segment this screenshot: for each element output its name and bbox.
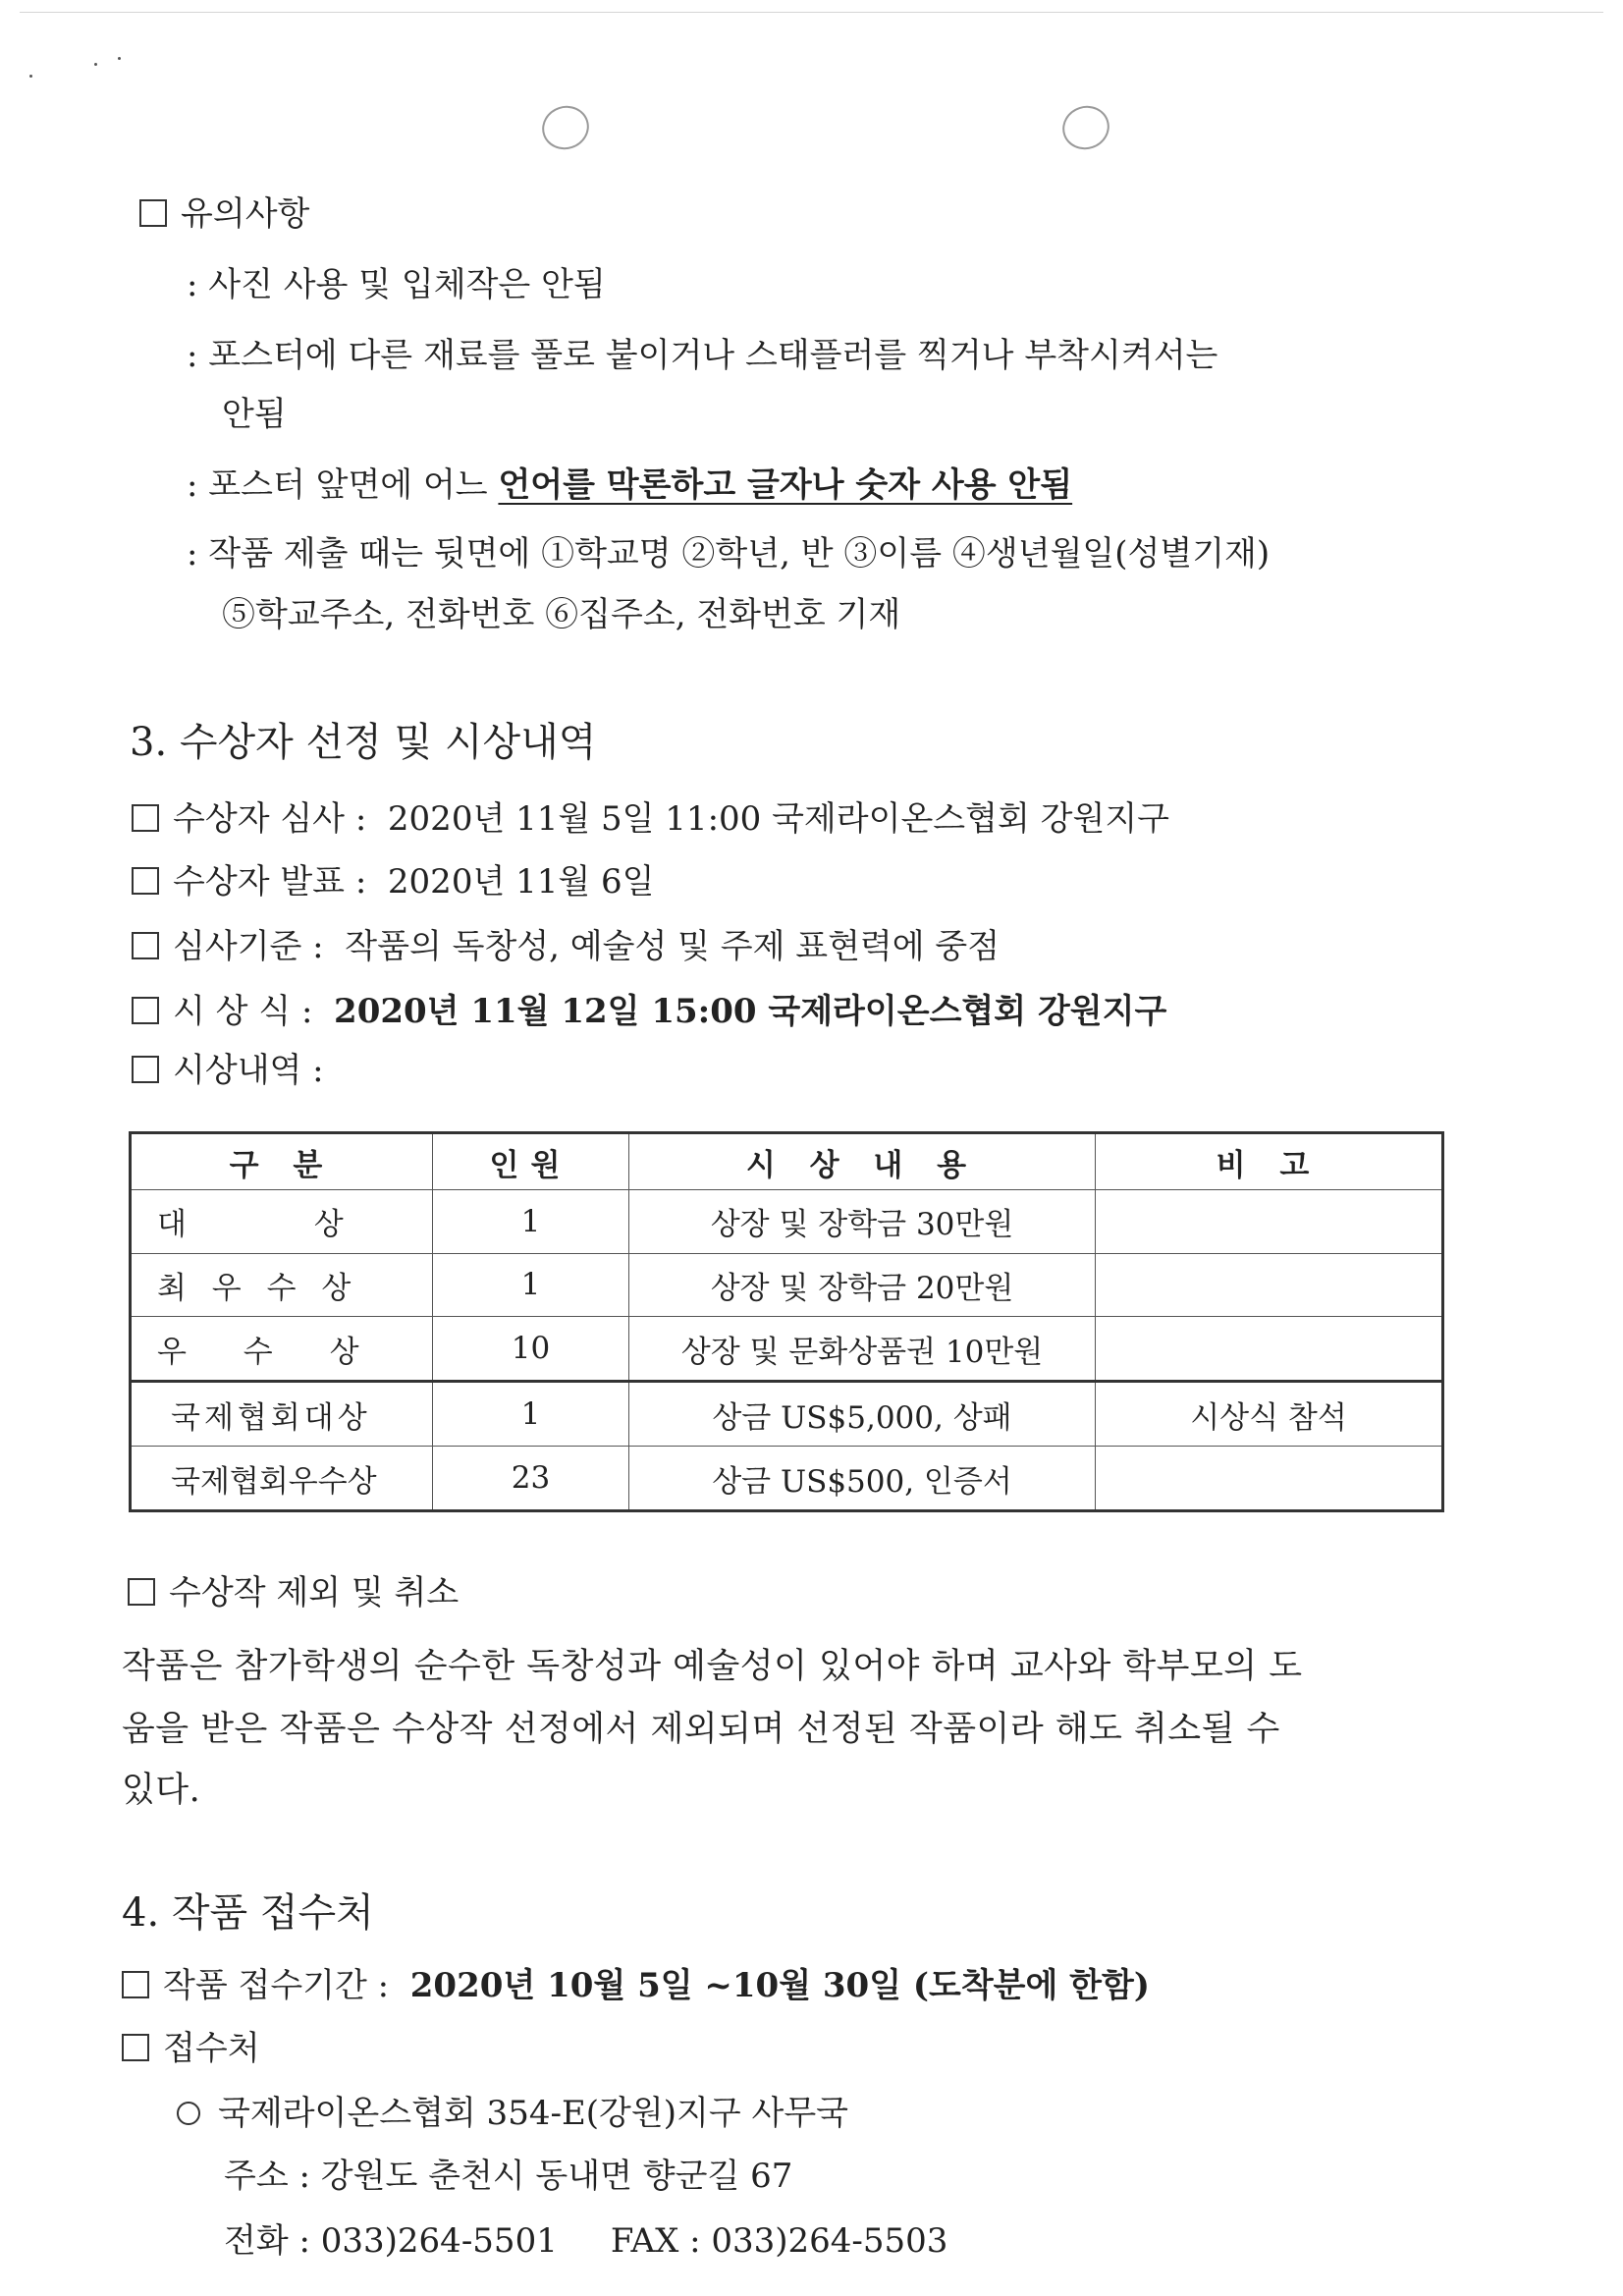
binder-hole — [536, 100, 594, 156]
schedule-row: 시 상 식 : 2020년 11월 12일 15:00 국제라이온스협회 강원지구 — [132, 990, 1166, 1033]
checkbox-square — [122, 2034, 149, 2061]
note-item: : 포스터 앞면에 어느 언어를 막론하고 글자나 숫자 사용 안됨 — [187, 465, 1073, 505]
period-row: 작품 접수기간 : 2020년 10월 5일 ~10월 30일 (도착분에 한함) — [122, 1964, 1150, 2007]
table-row: 국제협회우수상 23 상금 US$500, 인증서 — [131, 1447, 1443, 1511]
bullet-circle-icon — [177, 2102, 200, 2125]
address-row: 주소 : 강원도 춘천시 동내면 향군길 67 — [224, 2157, 793, 2196]
section-3-title: 3. 수상자 선정 및 시상내역 — [130, 720, 597, 765]
checkbox-square — [128, 1578, 155, 1606]
table-header-row — [131, 1133, 1443, 1190]
table-row: 국제협회대상 1 상금 US$5,000, 상패 시상식 참석 — [131, 1382, 1443, 1447]
note-item: : 사진 사용 및 입체작은 안됨 — [187, 265, 606, 304]
table-row: 대 상 1 상장 및 장학금 30만원 — [131, 1190, 1443, 1254]
table-row: 우 수 상 10 상장 및 문화상품권 10만원 — [131, 1317, 1443, 1382]
checkbox-square — [132, 1056, 159, 1083]
note-item: ⑤학교주소, 전화번호 ⑥집주소, 전화번호 기재 — [222, 595, 901, 634]
checkbox-square — [132, 867, 159, 895]
office-row: 국제라이온스협회 354-E(강원)지구 사무국 — [177, 2092, 848, 2135]
schedule-row: 수상자 발표 : 2020년 11월 6일 — [132, 860, 655, 903]
column-header: 구 분 — [131, 1133, 433, 1190]
scan-speck — [118, 57, 121, 60]
binder-hole — [1056, 100, 1114, 156]
column-header: 비 고 — [1096, 1133, 1443, 1190]
exclusion-paragraph-line: 작품은 참가학생의 순수한 독창성과 예술성이 있어야 하며 교사와 학부모의 도 — [122, 1647, 1303, 1686]
column-header: 시 상 내 용 — [629, 1133, 1096, 1190]
schedule-row: 시상내역 : — [132, 1049, 324, 1092]
table-row: 최 우 수 상 1 상장 및 장학금 20만원 — [131, 1253, 1443, 1317]
checkbox-square — [132, 804, 159, 832]
note-item: : 포스터에 다른 재료를 풀로 붙이거나 스태플러를 찍거나 부착시켜서는 — [187, 336, 1218, 375]
awards-table — [129, 1131, 1444, 1512]
scan-speck — [94, 63, 97, 66]
exclusion-paragraph-line: 있다. — [122, 1771, 201, 1810]
underlined-emphasis: 언어를 막론하고 글자나 숫자 사용 안됨 — [498, 465, 1073, 505]
exclusion-paragraph-line: 움을 받은 작품은 수상작 선정에서 제외되며 선정된 작품이라 해도 취소될 수 — [122, 1710, 1280, 1749]
place-row: 접수처 — [122, 2027, 260, 2070]
checkbox-square — [122, 1971, 149, 1998]
section-4-title: 4. 작품 접수처 — [122, 1890, 374, 1936]
exclusion-heading: 수상작 제외 및 취소 — [128, 1571, 459, 1614]
schedule-row: 수상자 심사 : 2020년 11월 5일 11:00 국제라이온스협회 강원지구 — [132, 797, 1169, 841]
checkbox-square — [132, 997, 159, 1024]
note-item: : 작품 제출 때는 뒷면에 ①학교명 ②학년, 반 ③이름 ④생년월일(성별기재) — [187, 534, 1271, 574]
note-item: 안됨 — [222, 395, 287, 434]
schedule-row: 심사기준 : 작품의 독창성, 예술성 및 주제 표현력에 중점 — [132, 925, 1000, 968]
checkbox-square — [139, 199, 167, 227]
notes-heading: 유의사항 — [139, 192, 309, 236]
scan-speck — [29, 75, 32, 78]
contact-row: 전화 : 033)264-5501 FAX : 033)264-5503 — [224, 2221, 948, 2261]
column-header: 인원 — [433, 1133, 629, 1190]
page-top-border — [20, 12, 1603, 13]
checkbox-square — [132, 932, 159, 959]
